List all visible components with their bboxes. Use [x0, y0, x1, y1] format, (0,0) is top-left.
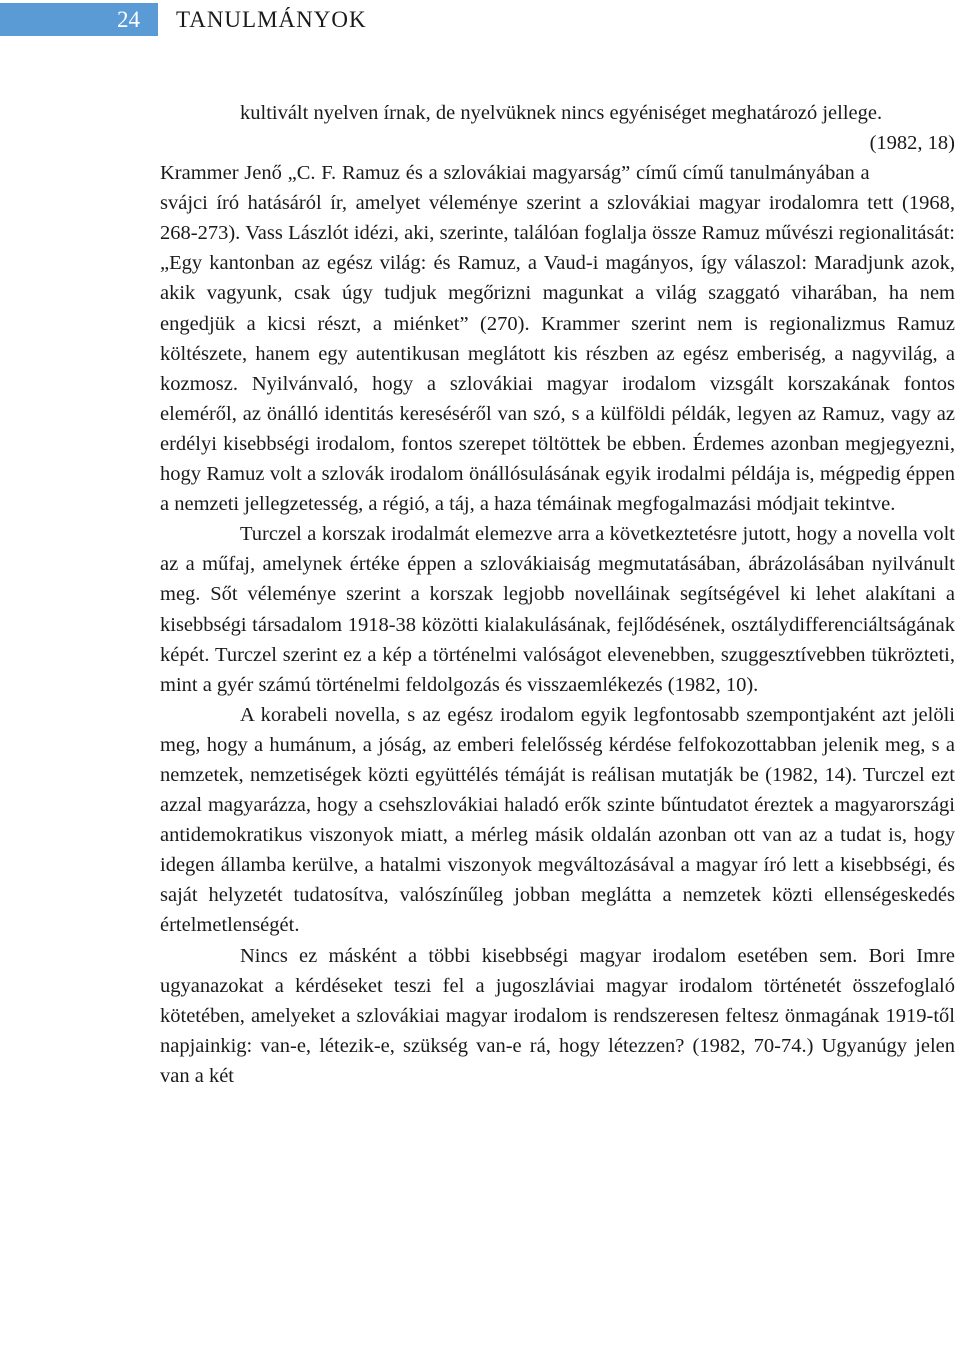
block-quote [240, 98, 955, 155]
spacer [160, 128, 955, 158]
paragraph-3: A korabeli novella, s az egész irodalom egyik legfontosabb szempontjaként azt jelöli meg, hogy a humánum, a jóság, az emberi felelősség kérdése felfokozottabban jelenik meg, s a nemzetek, nemzetiségek közti együttélés témáját is reálisan mutatják be (1982, 14). Turczel ezt azzal magyarázza, hogy a csehszlovákiai haladó erők szinte bűntudatot éreztek a magyarországi antidemokratikus viszonyok miatt, a mérleg másik oldalán azonban ott van az a tudat is, hogy idegen államba kerülve, a hatalmi viszonyok megváltozásával a magyar író lett a kisebbségi, és saját helyzetét tudatosítva, valószínűleg jobban meglátta a nemzetek közti ellenségeskedés értelmetlenségét. [160, 703, 955, 937]
page-header [0, 0, 960, 36]
paragraph-1: Krammer Jenő „C. F. Ramuz és a szlovákiai magyarság” című című tanulmányában a svájci író hatásáról ír, amelyet véleménye szerint a szlovákiai magyar irodalomra tett (1968, 268-273). Vass Lászlót idézi, aki, szerinte, találóan foglalja össze Ramuz művészi regionalitását: „Egy kantonban az egész világ: és Ramuz, a Vaud-i magányos, így válaszol: Maradjunk azok, akik vagyunk, csak úgy tudjuk megőrizni magunkat a világ szaggató viharában, ha nem engedjük a kicsi részt, a miénket” (270). Krammer szerint nem is regionalizmus Ramuz költészete, hanem egy autentikusan meglátott kis részben az egész emberiség, a nagyvilág, a kozmosz. Nyilvánvaló, hogy a szlovákiai magyar irodalom vizsgált korszakának fontos eleméről, az önálló identitás kereséséről van szó, s a külföldi példák, legyen az Ramuz, vagy az erdélyi kisebbségi irodalom, fontos szerepet töltöttek be ebben. Érdemes azonban megjegyezni, hogy Ramuz volt a szlovák irodalom önállósulásának egyik irodalmi példája is, mégpedig éppen a nemzeti jellegzetesség, a régió, a táj, a haza témáinak megfogalmazási módjait tekintve. [160, 162, 955, 516]
paragraph-4: Nincs ez másként a többi kisebbségi magyar irodalom esetében sem. Bori Imre ugyanazokat a kérdéseket teszi fel a jugoszláviai magyar irodalom történetét összefoglaló kötetében, amelyeket a szlovákiai magyar irodalom is rendszeresen feltesz önmagának 1919-től napjainkig: van-e, létezik-e, szükség van-e rá, hogy létezzen? (1982, 70-74.) Ugyanúgy jelen van a két [160, 944, 955, 1087]
quote-text: kultivált nyelven írnak, de nyelvüknek nincs egyéniséget meghatározó jellege. [240, 102, 883, 124]
document-body [160, 98, 955, 1091]
paragraph-2: Turczel a korszak irodalmát elemezve arra a következtetésre jutott, hogy a novella volt az a műfaj, amelynek értéke éppen a szlovákiaiság megmutatásában, ábrázolásában nyilvánult meg. Sőt véleménye szerint a korszak legjobb novelláinak segítségével ki lehet alakítani a kisebbségi társadalom 1918-38 közötti kialakulásának, fejlődésének, osztálydifferenciáltságának képét. Turczel szerint ez a kép a történelmi valóságot elevenebben, szuggesztívebben tükrözteti, mint a gyér számú történelmi feldolgozás és visszaemlékezés (1982, 10). [160, 523, 955, 696]
page-number: 24 [0, 3, 158, 36]
section-title: TANULMÁNYOK [176, 7, 367, 32]
quote-citation: (1982, 18) [869, 132, 955, 155]
